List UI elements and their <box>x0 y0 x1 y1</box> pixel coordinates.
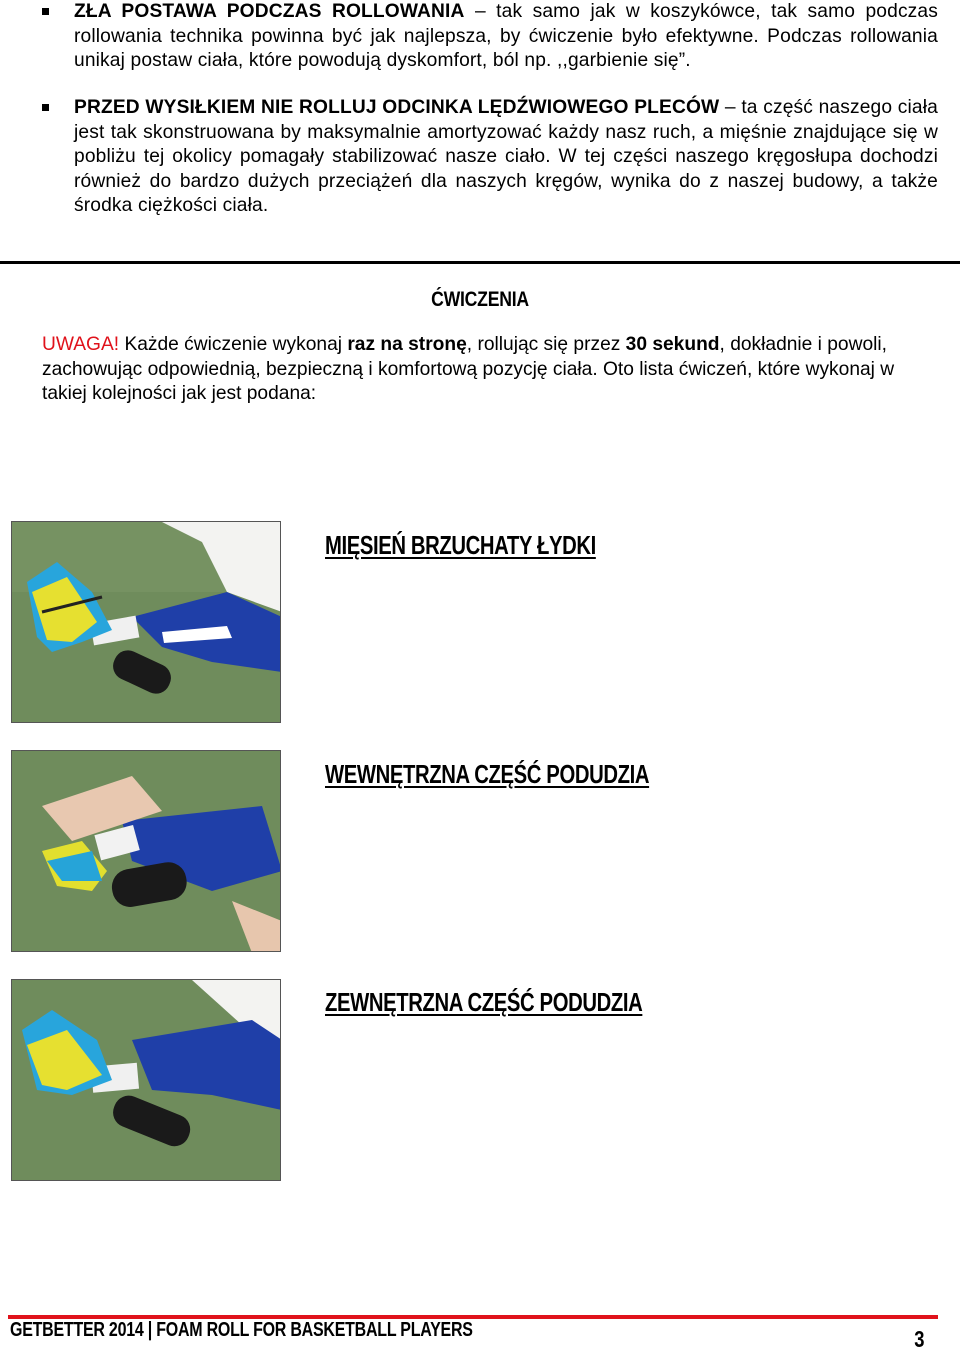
bullet-square-icon <box>42 8 49 15</box>
exercise-title-calf: MIĘSIEŃ BRZUCHATY ŁYDKI <box>325 530 596 560</box>
section-divider <box>0 261 960 264</box>
bullet-heading: PRZED WYSIŁKIEM NIE ROLLUJ ODCINKA LĘDŹWIOWEGO PLECÓW <box>74 97 720 118</box>
exercise-photo-inner-shin <box>11 750 281 952</box>
section-title: ĆWICZENIA <box>431 288 529 311</box>
warning-bold-1: raz na stronę <box>347 334 467 355</box>
page-number: 3 <box>914 1326 925 1352</box>
exercise-title-outer-shin: ZEWNĘTRZNA CZĘŚĆ PODUDZIA <box>325 987 643 1017</box>
bullet-heading: ZŁA POSTAWA PODCZAS ROLLOWANIA <box>74 1 465 22</box>
exercise-title-inner-shin: WEWNĘTRZNA CZĘŚĆ PODUDZIA <box>325 759 650 789</box>
footer-text: GETBETTER 2014 | FOAM ROLL FOR BASKETBALL PLAYERS <box>10 1319 473 1341</box>
exercise-photo-outer-shin <box>11 979 281 1181</box>
bullet-item-lumbar <box>42 96 938 219</box>
warning-text-2: , rollując się przez <box>466 334 626 355</box>
warning-text-1: Każde ćwiczenie wykonaj <box>119 334 348 355</box>
warning-text-3: , dokładnie i powoli, zachowując odpowiednią, bezpieczną i komfortową pozycję ciała. Oto lista ćwiczeń, które wykonaj w takiej kolejności jak jest podana: <box>42 334 895 404</box>
warning-paragraph <box>42 333 920 407</box>
warning-label: UWAGA! <box>42 334 120 355</box>
bullet-text: – tak samo jak w koszykówce, tak samo podczas rollowania technika powinna być jak najlepsza, by ćwiczenie było efektywne. Podczas rollowania unikaj postaw ciała, które powodują dyskomfort, ból np. ,,garbienie się”. <box>74 1 938 71</box>
exercise-photo-calf <box>11 521 281 723</box>
bullet-item-bad-posture <box>42 0 938 74</box>
bullet-text: – ta część naszego ciała jest tak skonstruowana by maksymalnie amortyzować każdy nasz ruch, a mięśnie znajdujące się w pobliżu tej okolicy pomagały stabilizować nasze ciało. W tej części naszego kręgosłupa dochodzi również do bardzo dużych przeciążeń dla naszych kręgów, wynika do z naszej budowy, a także środka ciężkości ciała. <box>74 97 938 216</box>
bullet-paragraph <box>74 0 938 74</box>
bullet-paragraph <box>74 96 938 219</box>
warning-bold-2: 30 sekund <box>625 334 720 355</box>
bullet-square-icon <box>42 104 49 111</box>
